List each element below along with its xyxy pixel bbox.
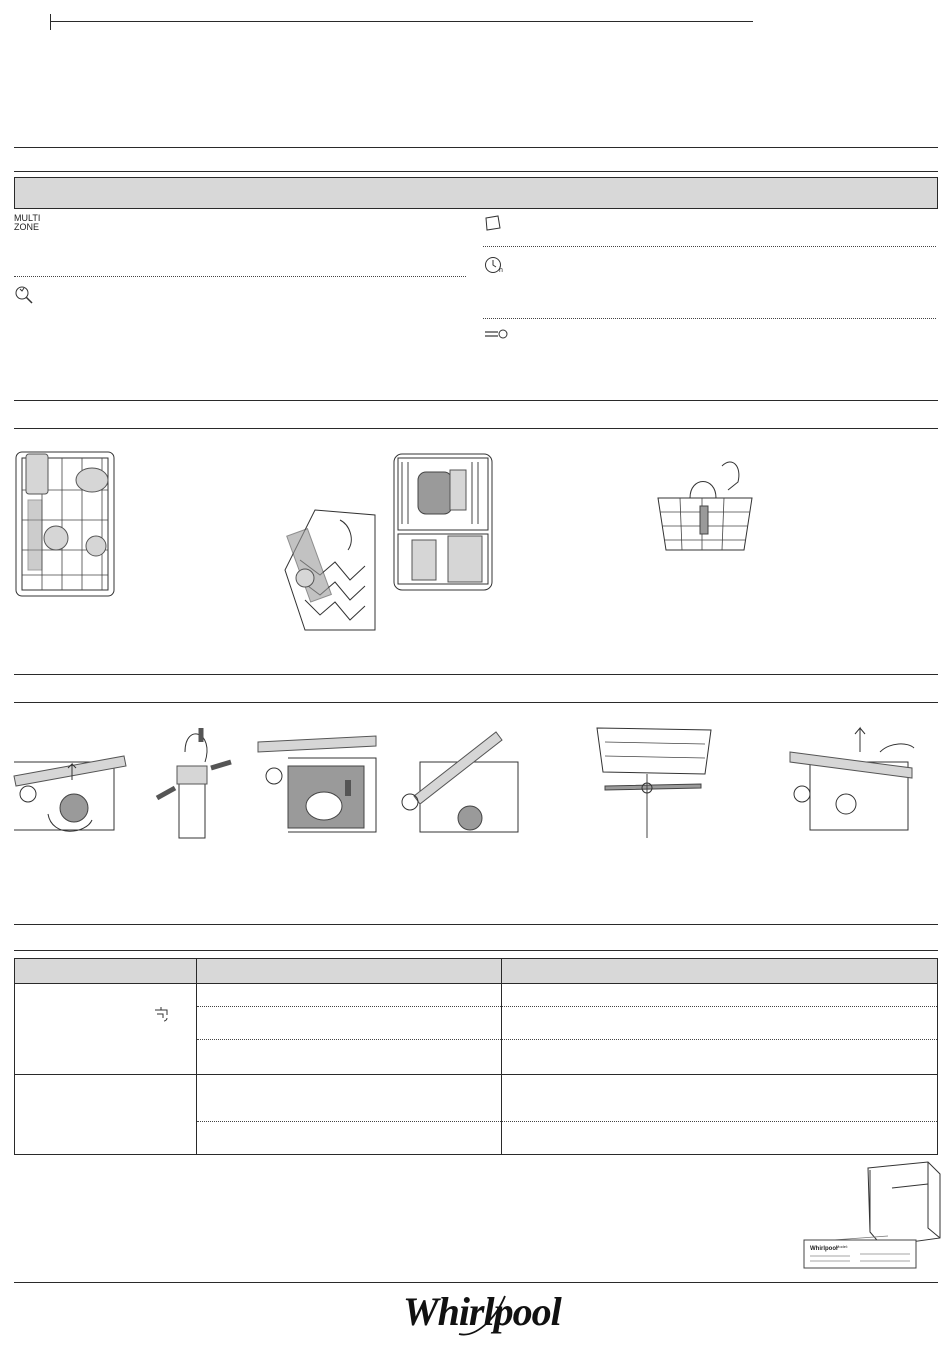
grey-header-band: [14, 177, 938, 209]
section-rule-1: [14, 147, 938, 148]
cutlery-basket-illustration: [650, 446, 760, 556]
full-rack-illustration: [392, 452, 494, 592]
solution-cell: [502, 984, 938, 1007]
filter-removal-illustration: [14, 722, 132, 840]
rating-plate-model-label: Model:: [836, 1244, 849, 1249]
magnifier-clean-icon: [14, 284, 36, 306]
section-rule-5: [14, 674, 938, 675]
spray-arm-upper-illustration: [595, 722, 713, 840]
cause-cell: [197, 1007, 502, 1040]
cause-cell: [197, 1040, 502, 1075]
spray-arm-removal-illustration: [790, 722, 920, 840]
section-rule-7: [14, 924, 938, 925]
tablet-icon: [483, 214, 503, 232]
cause-cell: [197, 1122, 502, 1155]
column-header: [502, 959, 938, 984]
table-header-row: [15, 959, 938, 984]
sump-cover-illustration: [258, 722, 378, 840]
cause-cell: [197, 1075, 502, 1122]
column-header: [15, 959, 197, 984]
multizone-icon: MULTI ZONE: [14, 213, 41, 232]
solution-cell: [502, 1075, 938, 1122]
filter-separation-illustration: [155, 722, 241, 840]
table-row: [15, 1075, 938, 1122]
troubleshooting-table: [14, 958, 938, 1155]
section-rule-3: [14, 400, 938, 401]
section-rule-2: [14, 171, 938, 172]
problem-cell: [15, 984, 197, 1075]
solution-cell: [502, 1122, 938, 1155]
lower-rack-illustration: [14, 450, 116, 600]
table-row: [15, 984, 938, 1007]
section-rule-6: [14, 702, 938, 703]
dishwasher-rating-plate-illustration: [800, 1158, 940, 1276]
svg-text:h: h: [499, 267, 503, 274]
cause-cell: [197, 984, 502, 1007]
whirlpool-logo: Whirlpool: [403, 1289, 561, 1334]
problem-cell: [15, 1075, 197, 1155]
top-rule-tick: [50, 14, 51, 30]
solution-cell: [502, 1007, 938, 1040]
dotted-separator-right-2: [483, 318, 936, 319]
section-rule-4: [14, 428, 938, 429]
logo-swoosh: [455, 1290, 515, 1340]
dotted-separator-right-1: [483, 246, 936, 247]
rating-plate-brand: Whirlpool: [810, 1246, 838, 1252]
water-tap-icon: [153, 1006, 175, 1022]
upper-rack-angled-illustration: [280, 500, 380, 640]
footer-rule: [14, 1282, 938, 1283]
dotted-separator-left: [14, 276, 466, 277]
top-rule: [50, 21, 753, 22]
section-rule-8: [14, 950, 938, 951]
solution-cell: [502, 1040, 938, 1075]
delay-clock-icon: [484, 256, 506, 276]
spray-arm-lower-illustration: [400, 722, 520, 840]
key-lock-icon: [484, 328, 510, 340]
column-header: [197, 959, 502, 984]
